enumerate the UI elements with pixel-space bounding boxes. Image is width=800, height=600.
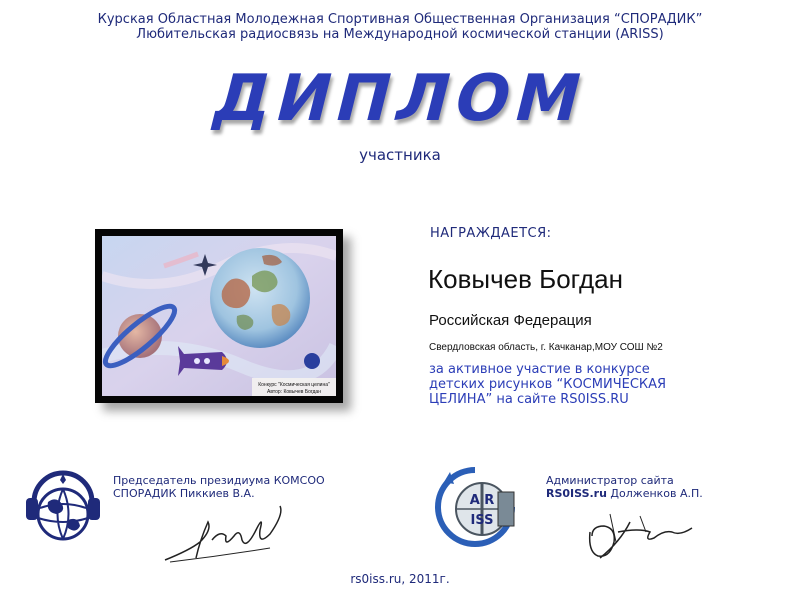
children-space-drawing	[102, 236, 336, 396]
right-signatory	[546, 474, 703, 500]
small-planet	[304, 353, 320, 369]
organization-name: Курская Областная Молодежная Спортивная Общественная Организация “СПОРАДИК”	[97, 12, 703, 27]
left-signatory-line2: СПОРАДИК Пиккиев В.А.	[113, 487, 255, 500]
drawing-caption-line1: Конкурс "Космическая целина"	[258, 382, 330, 388]
recipient-region: Свердловская область, г. Качканар,МОУ СОШ №2	[429, 342, 663, 353]
right-signatory-line2	[546, 487, 703, 500]
drawing-caption-line2: Автор: Ковычев Богдан	[267, 389, 321, 395]
footer-site-year: rs0iss.ru, 2011г.	[350, 572, 450, 586]
sporadic-globe-logo	[22, 462, 104, 552]
ariss-logo-text-top: A R	[469, 493, 495, 508]
left-signature	[160, 500, 300, 570]
award-reason-line2: детских рисунков “КОСМИЧЕСКАЯ	[429, 377, 667, 392]
project-name: Любительская радиосвязь на Международной космической станции (ARISS)	[136, 27, 664, 42]
award-reason-line1: за активное участие в конкурсе	[429, 362, 650, 377]
right-signatory-line1: Администратор сайта	[546, 474, 674, 487]
awarded-label: НАГРАЖДАЕТСЯ:	[430, 226, 552, 241]
recipient-name: Ковычев Богдан	[428, 264, 623, 294]
award-reason	[429, 362, 769, 407]
diploma-subtitle: участника	[359, 146, 441, 164]
site-name: RS0ISS.ru	[546, 487, 607, 500]
right-signature	[580, 502, 710, 568]
left-signatory	[113, 474, 325, 500]
drawing-frame	[95, 229, 343, 403]
diploma-title: ДИПЛОМ	[205, 62, 595, 136]
recipient-country: Российская Федерация	[429, 312, 592, 329]
left-signatory-line1: Председатель президиума КОМСОО	[113, 474, 325, 487]
right-signatory-name: Долженков А.П.	[606, 487, 703, 500]
award-reason-line3: ЦЕЛИНА” на сайте RS0ISS.RU	[429, 392, 629, 407]
ariss-logo-text-bottom: ISS	[470, 513, 494, 528]
ariss-logo	[430, 462, 520, 552]
